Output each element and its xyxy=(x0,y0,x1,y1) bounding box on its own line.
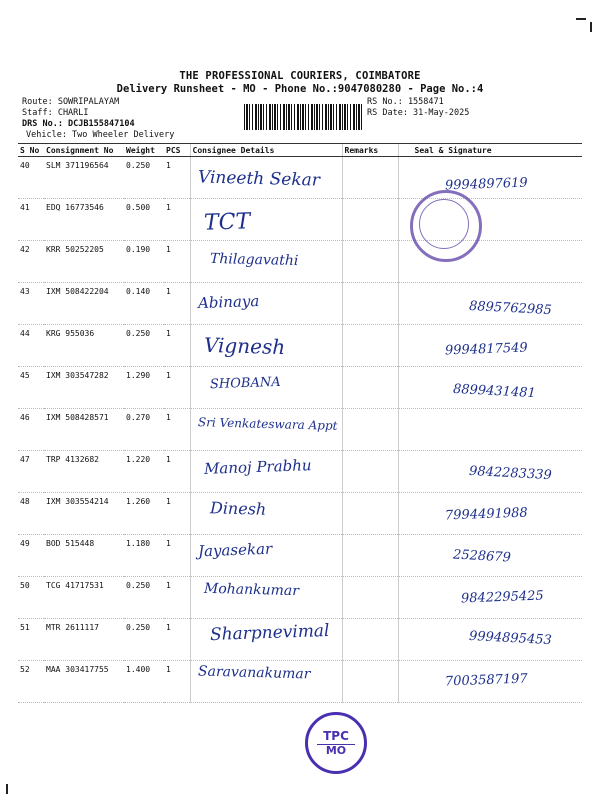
remarks-cell xyxy=(342,577,398,619)
weight-cell: 1.400 xyxy=(124,661,164,703)
consignee-handwriting: Sharpnevimal xyxy=(209,621,330,646)
pieces-cell: 1 xyxy=(164,577,190,619)
signature-phone-handwriting: 7003587197 xyxy=(444,671,528,690)
signature-phone-handwriting: 8899431481 xyxy=(452,381,537,401)
pieces-cell: 1 xyxy=(164,241,190,283)
signature-phone-handwriting: 9842283339 xyxy=(468,463,553,484)
consignment-number-cell: MTR 2611117 xyxy=(44,619,124,661)
serial-number-cell: 40 xyxy=(18,157,44,199)
consignee-handwriting: Thilagavathi xyxy=(209,250,299,269)
weight-cell: 0.250 xyxy=(124,577,164,619)
remarks-cell xyxy=(342,367,398,409)
column-header: PCS xyxy=(164,144,190,157)
signature-phone-handwriting: 9842295425 xyxy=(460,588,544,607)
pieces-cell: 1 xyxy=(164,367,190,409)
crop-mark xyxy=(590,22,592,32)
signature-phone-handwriting: 9994895453 xyxy=(468,629,553,649)
consignee-handwriting: Mohankumar xyxy=(203,580,300,600)
vehicle-label: Vehicle: Two Wheeler Delivery xyxy=(26,130,175,140)
serial-number-cell: 43 xyxy=(18,283,44,325)
consignment-number-cell: IXM 508428571 xyxy=(44,409,124,451)
pieces-cell: 1 xyxy=(164,409,190,451)
pieces-cell: 1 xyxy=(164,283,190,325)
column-header: Seal & Signature xyxy=(398,144,582,157)
pieces-cell: 1 xyxy=(164,619,190,661)
serial-number-cell: 49 xyxy=(18,535,44,577)
remarks-cell xyxy=(342,451,398,493)
drs-number: DRS No.: DCJB155847104 xyxy=(22,119,135,129)
remarks-cell xyxy=(342,493,398,535)
weight-cell: 1.260 xyxy=(124,493,164,535)
serial-number-cell: 47 xyxy=(18,451,44,493)
column-header: Consignment No xyxy=(44,144,124,157)
pieces-cell: 1 xyxy=(164,157,190,199)
tpc-mo-stamp xyxy=(305,712,367,774)
rs-number: RS No.: 1558471 xyxy=(367,97,444,107)
consignee-handwriting: Jayasekar xyxy=(197,539,273,560)
weight-cell: 0.270 xyxy=(124,409,164,451)
consignee-handwriting: Abinaya xyxy=(197,291,260,312)
pieces-cell: 1 xyxy=(164,325,190,367)
consignee-handwriting: Dinesh xyxy=(209,498,267,520)
consignee-handwriting: TCT xyxy=(203,209,251,237)
remarks-cell xyxy=(342,325,398,367)
consignee-handwriting: SHOBANA xyxy=(209,374,281,392)
serial-number-cell: 41 xyxy=(18,199,44,241)
company-title: THE PROFESSIONAL COURIERS, COIMBATORE xyxy=(179,70,421,82)
remarks-cell xyxy=(342,619,398,661)
crop-mark xyxy=(6,784,8,794)
barcode xyxy=(244,104,362,130)
serial-number-cell: 46 xyxy=(18,409,44,451)
weight-cell: 1.290 xyxy=(124,367,164,409)
serial-number-cell: 48 xyxy=(18,493,44,535)
pieces-cell: 1 xyxy=(164,535,190,577)
weight-cell: 1.180 xyxy=(124,535,164,577)
remarks-cell xyxy=(342,661,398,703)
consignment-number-cell: SLM 371196564 xyxy=(44,157,124,199)
weight-cell: 0.140 xyxy=(124,283,164,325)
stamp-line-2: MO xyxy=(317,744,355,757)
consignment-number-cell: TCG 41717531 xyxy=(44,577,124,619)
signature-phone-handwriting: 7994491988 xyxy=(444,505,528,524)
serial-number-cell: 51 xyxy=(18,619,44,661)
weight-cell: 1.220 xyxy=(124,451,164,493)
consignee-handwriting: Vignesh xyxy=(203,333,286,360)
pieces-cell: 1 xyxy=(164,493,190,535)
consignment-number-cell: MAA 303417755 xyxy=(44,661,124,703)
staff-label: Staff: CHARLI xyxy=(22,108,89,118)
consignment-number-cell: KRG 955036 xyxy=(44,325,124,367)
remarks-cell xyxy=(342,199,398,241)
remarks-cell xyxy=(342,241,398,283)
runsheet-title: Delivery Runsheet - MO - Phone No.:9047080280 - Page No.:4 xyxy=(116,83,484,95)
consignment-number-cell: TRP 4132682 xyxy=(44,451,124,493)
remarks-cell xyxy=(342,157,398,199)
column-header: Weight xyxy=(124,144,164,157)
consignment-number-cell: KRR 50252205 xyxy=(44,241,124,283)
consignment-number-cell: IXM 303554214 xyxy=(44,493,124,535)
consignee-handwriting: Manoj Prabhu xyxy=(203,456,312,478)
weight-cell: 0.250 xyxy=(124,619,164,661)
consignee-handwriting: Sri Venkateswara Appt xyxy=(197,414,338,433)
recipient-seal xyxy=(410,190,482,262)
pieces-cell: 1 xyxy=(164,451,190,493)
weight-cell: 0.250 xyxy=(124,325,164,367)
serial-number-cell: 52 xyxy=(18,661,44,703)
remarks-cell xyxy=(342,283,398,325)
remarks-cell xyxy=(342,535,398,577)
pieces-cell: 1 xyxy=(164,199,190,241)
signature-cell xyxy=(398,409,582,451)
signature-phone-handwriting: 8895762985 xyxy=(468,298,553,319)
route-label: Route: SOWRIPALAYAM xyxy=(22,97,120,107)
serial-number-cell: 45 xyxy=(18,367,44,409)
consignment-number-cell: IXM 508422204 xyxy=(44,283,124,325)
column-header: S No xyxy=(18,144,44,157)
rs-date: RS Date: 31-May-2025 xyxy=(367,108,470,118)
column-header: Consignee Details xyxy=(190,144,342,157)
table-row xyxy=(18,199,582,241)
stamp-line-1: TPC xyxy=(323,728,349,743)
remarks-cell xyxy=(342,409,398,451)
consignment-number-cell: IXM 303547282 xyxy=(44,367,124,409)
consignee-handwriting: Vineeth Sekar xyxy=(197,167,321,191)
table-row xyxy=(18,241,582,283)
weight-cell: 0.500 xyxy=(124,199,164,241)
signature-phone-handwriting: 9994897619 xyxy=(444,175,528,194)
column-header: Remarks xyxy=(342,144,398,157)
signature-phone-handwriting: 2528679 xyxy=(452,547,512,566)
pieces-cell: 1 xyxy=(164,661,190,703)
serial-number-cell: 42 xyxy=(18,241,44,283)
table-header-row xyxy=(18,144,582,157)
consignment-number-cell: EDQ 16773546 xyxy=(44,199,124,241)
serial-number-cell: 44 xyxy=(18,325,44,367)
weight-cell: 0.190 xyxy=(124,241,164,283)
signature-phone-handwriting: 9994817549 xyxy=(444,340,528,359)
serial-number-cell: 50 xyxy=(18,577,44,619)
consignee-handwriting: Saravanakumar xyxy=(197,663,311,683)
crop-mark xyxy=(576,18,586,20)
consignment-number-cell: BOD 515448 xyxy=(44,535,124,577)
weight-cell: 0.250 xyxy=(124,157,164,199)
